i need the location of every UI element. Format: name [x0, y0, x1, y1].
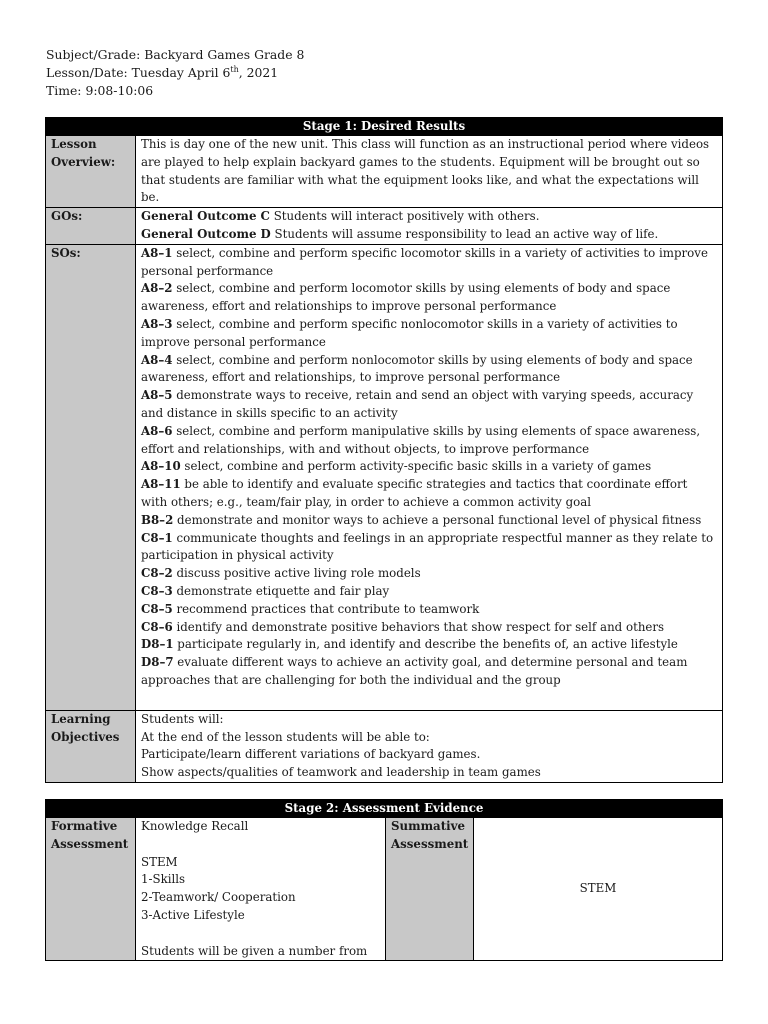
objective-line: Show aspects/qualities of teamwork and leadership in team games: [141, 765, 541, 780]
formative-line: [141, 836, 380, 854]
so-item: C8–3 demonstrate etiquette and fair play: [141, 583, 390, 598]
formative-label: Formative Assessment: [46, 818, 136, 961]
sos-label: SOs:: [46, 244, 136, 710]
lesson-line: [46, 64, 304, 82]
formative-line: 3-Active Lifestyle: [141, 907, 245, 922]
stage2-title: Stage 2: Assessment Evidence: [46, 800, 723, 818]
gos-label: GOs:: [46, 208, 136, 245]
overview-text: This is day one of the new unit. This class will function as an instructional period where videos are played to help explain backyard games to the students. Equipment will be brought out so that students are familiar with what the equipment looks like, and what the expectations will be.: [136, 136, 723, 208]
summative-content: STEM: [474, 818, 723, 961]
objective-line: Students will:: [141, 711, 224, 726]
formative-line: [141, 925, 380, 943]
go-item: General Outcome D Students will assume responsibility to lead an active way of life.: [141, 226, 659, 241]
so-item: D8–1 participate regularly in, and identify and describe the benefits of, an active lifestyle: [141, 637, 678, 652]
so-item: C8–1 communicate thoughts and feelings in an appropriate respectful manner as they relate to participation in physical activity: [141, 530, 714, 563]
so-item: A8–5 demonstrate ways to receive, retain and send an object with varying speeds, accuracy and distance in skills specific to an activity: [141, 388, 694, 420]
time-line: [46, 82, 304, 100]
document-header: [46, 46, 304, 100]
subject-line: [46, 46, 304, 64]
formative-line: Students will be given a number from: [141, 943, 368, 958]
summative-label: Summative Assessment: [386, 818, 474, 961]
so-item: A8–2 select, combine and perform locomotor skills by using elements of body and space awareness, effort and relationships to improve personal performance: [141, 281, 671, 314]
sos-list: [136, 244, 723, 710]
so-item: A8–11 be able to identify and evaluate specific strategies and tactics that coordinate effort with others; e.g., team/fair play, in order to achieve a common activity goal: [141, 477, 688, 509]
objective-line: Participate/learn different variations of backyard games.: [141, 747, 481, 762]
objective-line: At the end of the lesson students will be able to:: [141, 729, 430, 744]
subject-value: Backyard Games Grade 8: [144, 47, 305, 62]
lesson-value: Tuesday April 6th, 2021: [131, 65, 279, 80]
time-label: Time:: [46, 83, 82, 98]
stage1-title: Stage 1: Desired Results: [46, 118, 723, 136]
so-item: C8–2 discuss positive active living role models: [141, 566, 421, 581]
formative-line: Knowledge Recall: [141, 819, 249, 833]
so-item: A8–10 select, combine and perform activity-specific basic skills in a variety of games: [141, 459, 652, 474]
formative-line: STEM: [141, 854, 178, 869]
formative-line: 2-Teamwork/ Cooperation: [141, 890, 296, 905]
so-item: C8–6 identify and demonstrate positive behaviors that show respect for self and others: [141, 619, 665, 634]
so-item: A8–4 select, combine and perform nonlocomotor skills by using elements of body and space awareness, effort and relationships, to improve personal performance: [141, 352, 693, 385]
stage2-table: [45, 799, 723, 961]
overview-label: Lesson Overview:: [46, 136, 136, 208]
so-item: A8–3 select, combine and perform specific nonlocomotor skills in a variety of activities to improve personal performance: [141, 316, 678, 349]
gos-list: [136, 208, 723, 245]
objectives-list: [136, 710, 723, 782]
formative-line: 1-Skills: [141, 872, 186, 887]
formative-content: [136, 818, 386, 961]
so-item: A8–6 select, combine and perform manipulative skills by using elements of space awareness, effort and relationships, with and without objects, to improve performance: [141, 423, 701, 456]
time-value: 9:08-10:06: [85, 83, 154, 98]
stage1-table: [45, 117, 723, 783]
so-item: A8–1 select, combine and perform specific locomotor skills in a variety of activities to improve personal performance: [141, 245, 708, 278]
so-item: B8–2 demonstrate and monitor ways to achieve a personal functional level of physical fitness: [141, 512, 702, 527]
lesson-label: Lesson/Date:: [46, 65, 128, 80]
subject-label: Subject/Grade:: [46, 47, 141, 62]
so-item: D8–7 evaluate different ways to achieve an activity goal, and determine personal and team approaches that are challenging for both the individual and the group: [141, 655, 688, 687]
so-item: C8–5 recommend practices that contribute to teamwork: [141, 601, 480, 616]
objectives-label: Learning Objectives: [46, 710, 136, 782]
go-item: General Outcome C Students will interact positively with others.: [141, 209, 540, 224]
